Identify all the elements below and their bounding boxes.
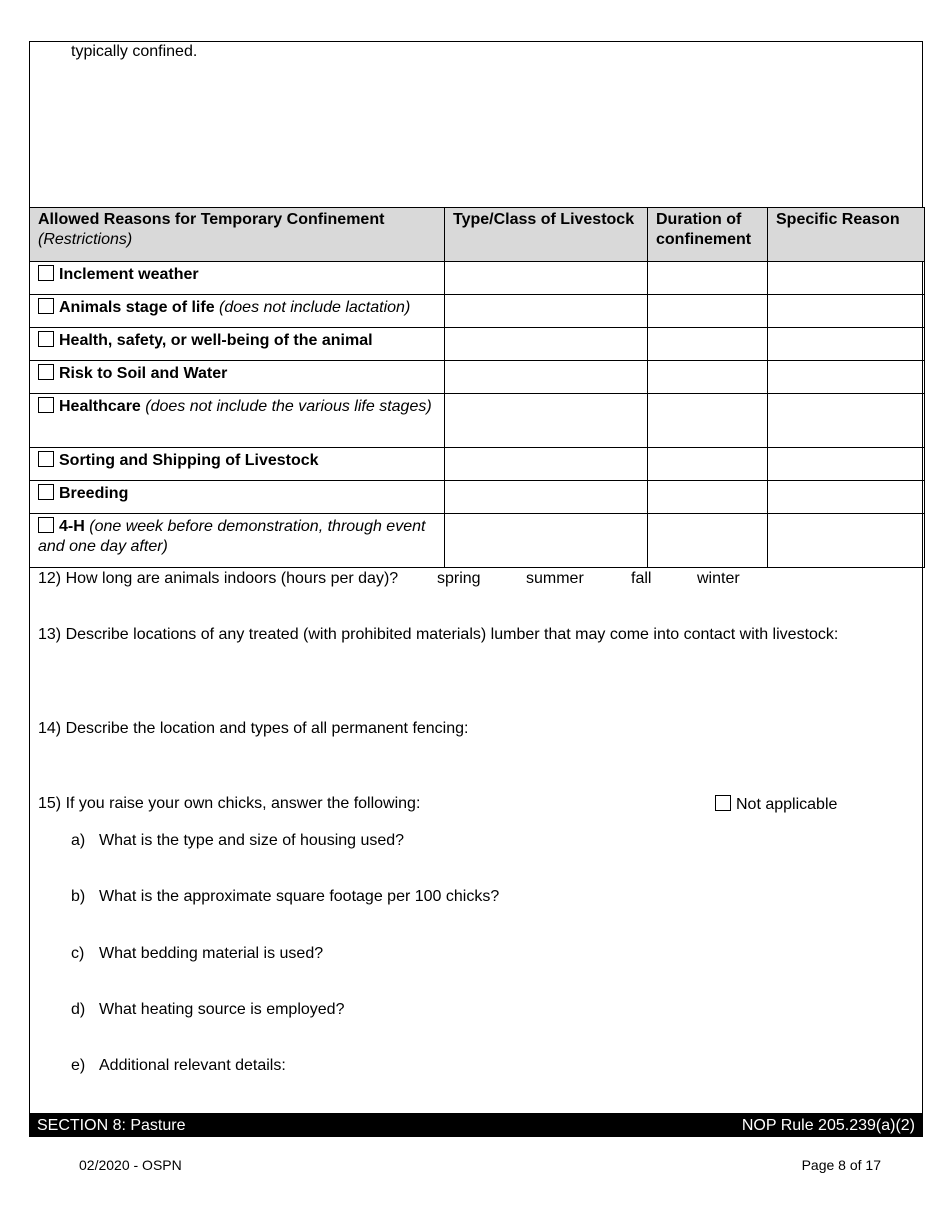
season-spring: spring xyxy=(437,570,481,587)
question-12: 12) How long are animals indoors (hours per day)? xyxy=(38,570,399,587)
header-duration: Duration of confinement xyxy=(648,208,768,262)
question-15d: d) What heating source is employed? xyxy=(71,1001,345,1018)
specific-reason-cell[interactable] xyxy=(768,481,925,514)
season-winter: winter xyxy=(697,570,740,587)
reason-cell: Sorting and Shipping of Livestock xyxy=(30,448,445,481)
checkbox[interactable] xyxy=(38,265,54,281)
duration-cell[interactable] xyxy=(648,394,768,448)
header-type-class: Type/Class of Livestock xyxy=(445,208,648,262)
reason-cell: Animals stage of life (does not include lactation) xyxy=(30,295,445,328)
continuation-text: typically confined. xyxy=(71,43,198,60)
table-row xyxy=(30,448,925,481)
header-allowed-reasons: Allowed Reasons for Temporary Confinement (Restrictions) xyxy=(30,208,445,262)
table-row xyxy=(30,514,925,568)
reason-cell: Breeding xyxy=(30,481,445,514)
section-rule: NOP Rule 205.239(a)(2) xyxy=(741,1117,915,1134)
type-class-cell[interactable] xyxy=(445,295,648,328)
checkbox[interactable] xyxy=(38,484,54,500)
checkbox[interactable] xyxy=(38,331,54,347)
section-header-bar xyxy=(29,1113,923,1137)
type-class-cell[interactable] xyxy=(445,514,648,568)
duration-cell[interactable] xyxy=(648,295,768,328)
reason-cell: 4-H (one week before demonstration, through event and one day after) xyxy=(30,514,445,568)
specific-reason-cell[interactable] xyxy=(768,514,925,568)
specific-reason-cell[interactable] xyxy=(768,328,925,361)
specific-reason-cell[interactable] xyxy=(768,361,925,394)
question-13: 13) Describe locations of any treated (with prohibited materials) lumber that may come into contact with livestock: xyxy=(38,626,839,643)
reason-cell: Health, safety, or well-being of the animal xyxy=(30,328,445,361)
footer-date: 02/2020 - OSPN xyxy=(79,1157,182,1173)
table-row xyxy=(30,295,925,328)
season-summer: summer xyxy=(526,570,584,587)
type-class-cell[interactable] xyxy=(445,361,648,394)
not-applicable-checkbox[interactable] xyxy=(715,795,731,811)
question-15e: e) Additional relevant details: xyxy=(71,1057,286,1074)
reason-cell: Healthcare (does not include the various life stages) xyxy=(30,394,445,448)
type-class-cell[interactable] xyxy=(445,394,648,448)
specific-reason-cell[interactable] xyxy=(768,448,925,481)
specific-reason-cell[interactable] xyxy=(768,295,925,328)
table-row xyxy=(30,394,925,448)
duration-cell[interactable] xyxy=(648,361,768,394)
section-title: SECTION 8: Pasture xyxy=(37,1117,186,1134)
reason-cell: Risk to Soil and Water xyxy=(30,361,445,394)
question-15: 15) If you raise your own chicks, answer the following: xyxy=(38,795,421,812)
duration-cell[interactable] xyxy=(648,481,768,514)
checkbox[interactable] xyxy=(38,397,54,413)
reason-cell: Inclement weather xyxy=(30,262,445,295)
season-fall: fall xyxy=(631,570,652,587)
specific-reason-cell[interactable] xyxy=(768,262,925,295)
question-15a: a) What is the type and size of housing used? xyxy=(71,832,405,849)
header-specific-reason: Specific Reason xyxy=(768,208,925,262)
question-14: 14) Describe the location and types of all permanent fencing: xyxy=(38,720,469,737)
not-applicable-label: Not applicable xyxy=(736,796,838,813)
checkbox[interactable] xyxy=(38,364,54,380)
type-class-cell[interactable] xyxy=(445,262,648,295)
table-row xyxy=(30,328,925,361)
duration-cell[interactable] xyxy=(648,328,768,361)
duration-cell[interactable] xyxy=(648,262,768,295)
table-row xyxy=(30,262,925,295)
footer-page-number: Page 8 of 17 xyxy=(801,1157,881,1173)
type-class-cell[interactable] xyxy=(445,448,648,481)
duration-cell[interactable] xyxy=(648,448,768,481)
checkbox[interactable] xyxy=(38,298,54,314)
table-row xyxy=(30,361,925,394)
confinement-table xyxy=(29,207,925,568)
checkbox[interactable] xyxy=(38,517,54,533)
not-applicable-option[interactable] xyxy=(715,795,837,814)
type-class-cell[interactable] xyxy=(445,481,648,514)
type-class-cell[interactable] xyxy=(445,328,648,361)
specific-reason-cell[interactable] xyxy=(768,394,925,448)
question-15b: b) What is the approximate square footage per 100 chicks? xyxy=(71,888,500,905)
form-frame xyxy=(29,41,923,1137)
duration-cell[interactable] xyxy=(648,514,768,568)
table-row xyxy=(30,481,925,514)
question-15c: c) What bedding material is used? xyxy=(71,945,324,962)
checkbox[interactable] xyxy=(38,451,54,467)
